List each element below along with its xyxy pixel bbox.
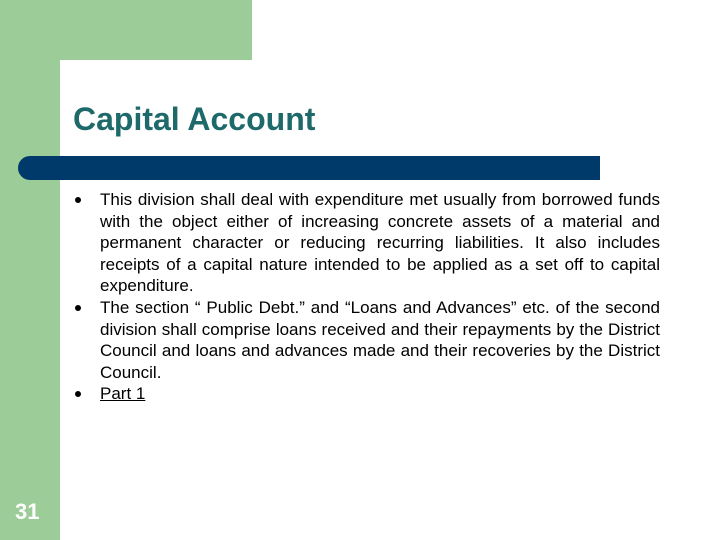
left-green-band xyxy=(0,0,60,540)
page-number: 31 xyxy=(15,499,40,524)
bullet-item-part-1[interactable] xyxy=(72,383,660,405)
bullet-dot-icon xyxy=(75,305,81,311)
bullet-item-capital-expenditure xyxy=(72,189,660,297)
title-underline-bar xyxy=(18,156,600,180)
part-1-link[interactable]: Part 1 xyxy=(100,384,146,404)
top-green-band xyxy=(0,0,252,60)
bullet-item-public-debt xyxy=(72,297,660,383)
bullet-dot-icon xyxy=(75,391,81,397)
bullet-dot-icon xyxy=(75,197,81,203)
bullet-text: This division shall deal with expenditure met usually from borrowed funds with the object either of increasing concrete assets of a material and permanent character or reducing recurring liabilities. It also includes receipts of a capital nature intended to be applied as a set off to capital expenditure. xyxy=(100,190,660,296)
bullet-list xyxy=(72,189,660,405)
bullet-text: The section “ Public Debt.” and “Loans and Advances” etc. of the second division shall comprise loans received and their repayments by the District Council and loans and advances made and their recoveries by the District Council. xyxy=(100,297,660,382)
slide-title: Capital Account xyxy=(73,101,316,137)
